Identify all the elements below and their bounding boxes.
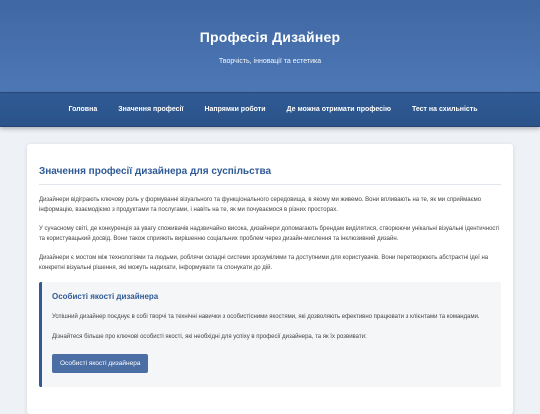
nav-item-profession-value[interactable]: Значення професії (118, 106, 184, 113)
qualities-paragraph-2: Дізнайтеся більше про ключові особисті якості, які необхідні для успіху в професії дизайнера, та як їх розвивати: (52, 334, 367, 340)
content-card (27, 144, 513, 414)
nav-item-aptitude-test[interactable]: Тест на схильність (411, 106, 478, 113)
site-tagline: Творчість, інновації та естетика (218, 58, 322, 65)
site-title: Професія Дизайнер (199, 29, 341, 45)
qualities-title: Особисті якості дизайнера (52, 292, 159, 301)
nav-item-where-to-study[interactable]: Де можна отримати професію (286, 106, 391, 113)
nav-item-work-directions[interactable]: Напрямки роботи (204, 106, 266, 113)
page-title: Значення професії дизайнера для суспільства (39, 166, 501, 185)
intro-paragraph-2: У сучасному світі, де конкуренція за увагу споживачів надзвичайно висока, дизайнери допомагають брендам виділятися, створюючи унікальні візуальні ідентичності та користувацький досвід. Вони також сприяють вирішенню соціальних проблем через дизайн-мислення та інклюзивний дизайн. (39, 226, 500, 242)
intro-paragraph-3: Дизайнери є мостом між технологіями та людьми, роблячи складні системи зрозумілими та доступними для користувачів. Вони перетворюють абстрактні ідеї на конкретні візуальні рішення, які можуть надихати, інформувати та спонукати до дій. (39, 255, 489, 271)
main-nav (0, 92, 540, 127)
qualities-paragraph-1: Успішний дизайнер поєднує в собі творчі та технічні навички з особистісними якостями, які дозволяють ефективно працювати з клієнтами та командами. (52, 314, 480, 320)
qualities-section (39, 282, 501, 387)
qualities-button[interactable]: Особисті якості дизайнера (52, 354, 148, 373)
intro-paragraph-1: Дизайнери відіграють ключову роль у формуванні візуального та функціонального середовища, в якому ми живемо. Вони впливають на те, як ми сприймаємо інформацію, взаємодіємо з продуктами та послугами, і навіть на те, як ми почуваємося в різних просторах. (39, 197, 482, 213)
site-header (0, 0, 540, 92)
nav-item-home[interactable]: Головна (68, 106, 98, 113)
